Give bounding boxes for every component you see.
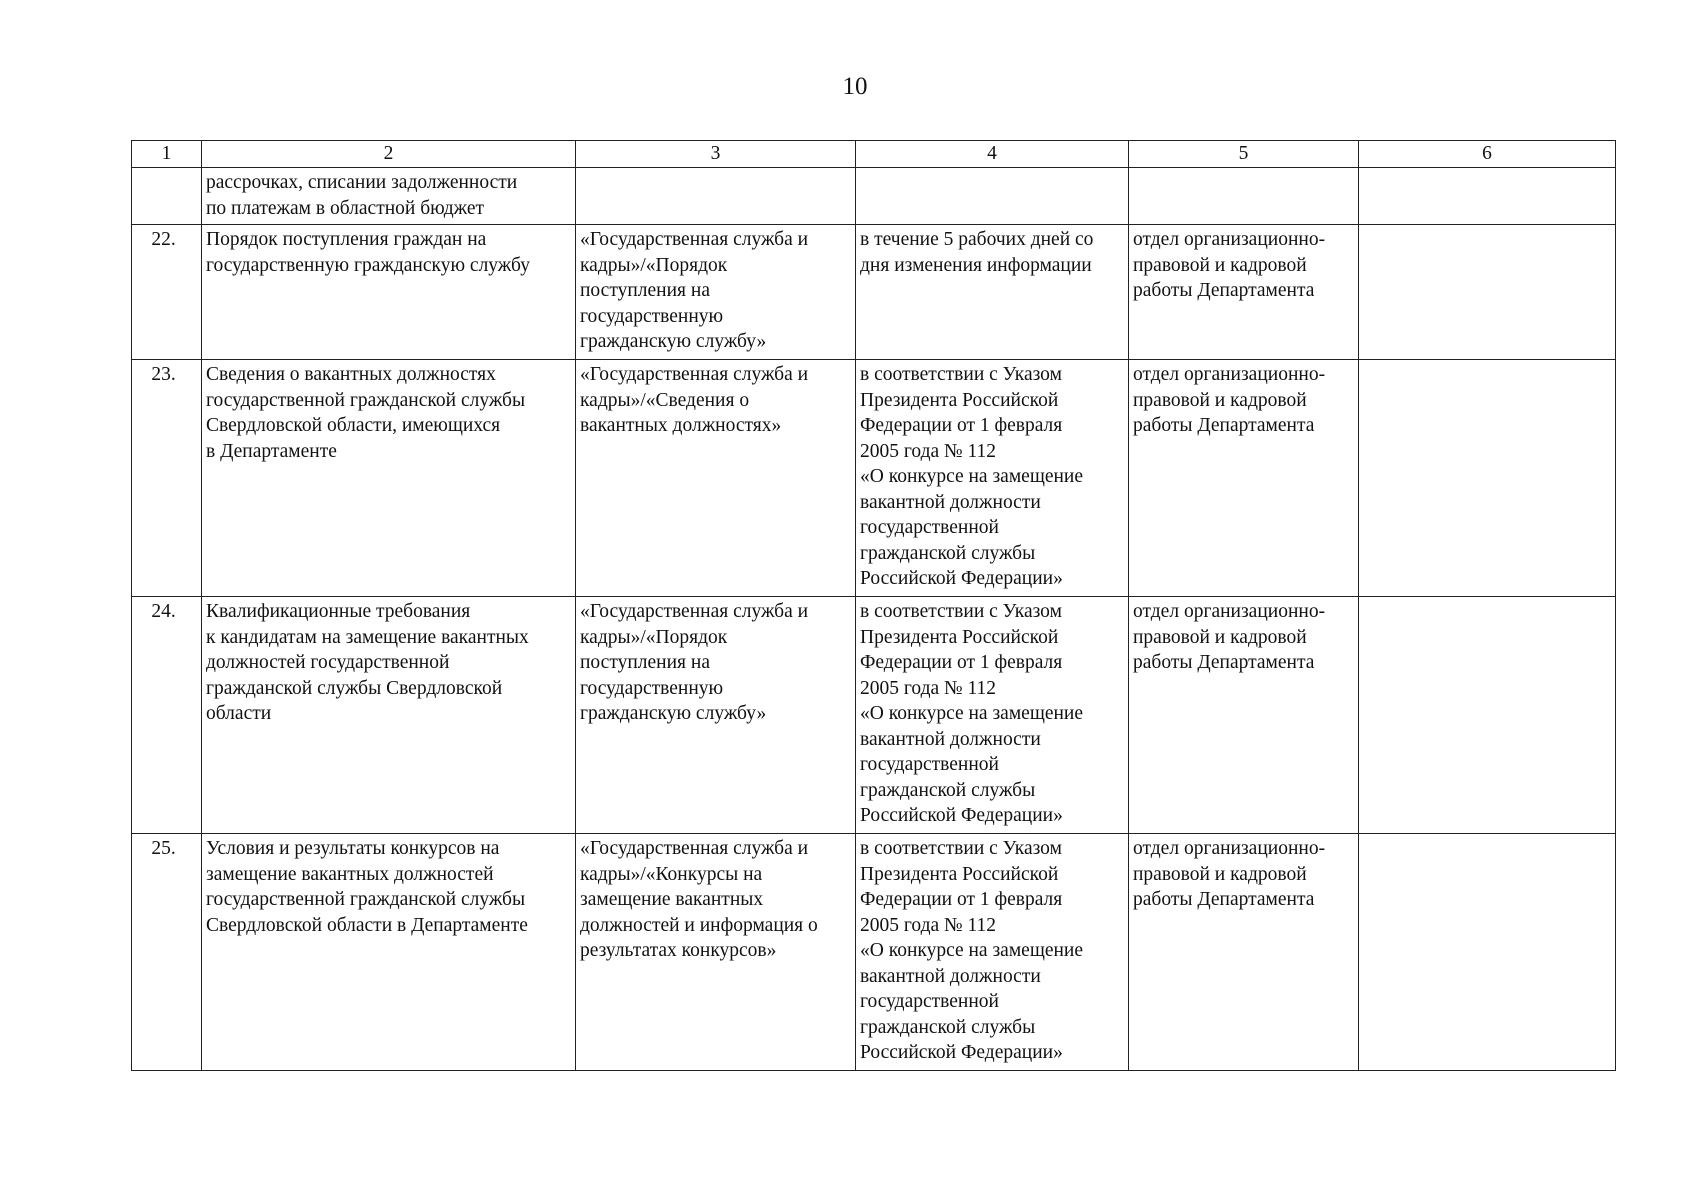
column-header: 4 [856,141,1129,168]
column-header: 5 [1129,141,1359,168]
info-title-cell: Порядок поступления граждан на государственную гражданскую службу [202,225,576,360]
page-number: 10 [842,73,868,100]
info-title-cell: рассрочках, списании задолженности по платежам в областной бюджет [202,168,576,225]
site-section-cell: «Государственная служба и кадры»/«Конкурсы на замещение вакантных должностей и информация о результатах конкурсов» [576,834,856,1071]
info-title-cell: Квалификационные требования к кандидатам на замещение вакантных должностей государственной гражданской службы Свердловской области [202,597,576,834]
row-number-cell: 25. [132,834,202,1071]
update-period-cell [856,168,1129,225]
column-header: 3 [576,141,856,168]
table-header-row [132,141,1616,168]
responsible-cell: отдел организационно- правовой и кадровой работы Департамента [1129,597,1359,834]
update-period-cell: в течение 5 рабочих дней со дня изменения информации [856,225,1129,360]
row-number-cell: 22. [132,225,202,360]
note-cell [1359,360,1616,597]
table-row [132,168,1616,225]
info-title-cell: Условия и результаты конкурсов на замещение вакантных должностей государственной гражданской службы Свердловской области в Департаменте [202,834,576,1071]
update-period-cell: в соответствии с Указом Президента Российской Федерации от 1 февраля 2005 года № 112 «О конкурсе на замещение вакантной должности государственной гражданской службы Российской Федерации» [856,834,1129,1071]
responsible-cell [1129,168,1359,225]
table-row [132,834,1616,1071]
note-cell [1359,225,1616,360]
update-period-cell: в соответствии с Указом Президента Российской Федерации от 1 февраля 2005 года № 112 «О конкурсе на замещение вакантной должности государственной гражданской службы Российской Федерации» [856,360,1129,597]
note-cell [1359,834,1616,1071]
responsible-cell: отдел организационно- правовой и кадровой работы Департамента [1129,834,1359,1071]
note-cell [1359,168,1616,225]
table-row [132,597,1616,834]
note-cell [1359,597,1616,834]
responsible-cell: отдел организационно- правовой и кадровой работы Департамента [1129,360,1359,597]
site-section-cell: «Государственная служба и кадры»/«Порядок поступления на государственную гражданскую службу» [576,597,856,834]
site-section-cell: «Государственная служба и кадры»/«Порядок поступления на государственную гражданскую службу» [576,225,856,360]
responsible-cell: отдел организационно- правовой и кадровой работы Департамента [1129,225,1359,360]
row-number-cell: 24. [132,597,202,834]
info-title-cell: Сведения о вакантных должностях государственной гражданской службы Свердловской области, имеющихся в Департаменте [202,360,576,597]
row-number-cell [132,168,202,225]
document-table [131,140,1616,1071]
column-header: 1 [132,141,202,168]
table-row [132,360,1616,597]
site-section-cell [576,168,856,225]
update-period-cell: в соответствии с Указом Президента Российской Федерации от 1 февраля 2005 года № 112 «О конкурсе на замещение вакантной должности государственной гражданской службы Российской Федерации» [856,597,1129,834]
column-header: 2 [202,141,576,168]
site-section-cell: «Государственная служба и кадры»/«Сведения о вакантных должностях» [576,360,856,597]
row-number-cell: 23. [132,360,202,597]
column-header: 6 [1359,141,1616,168]
table-row [132,225,1616,360]
